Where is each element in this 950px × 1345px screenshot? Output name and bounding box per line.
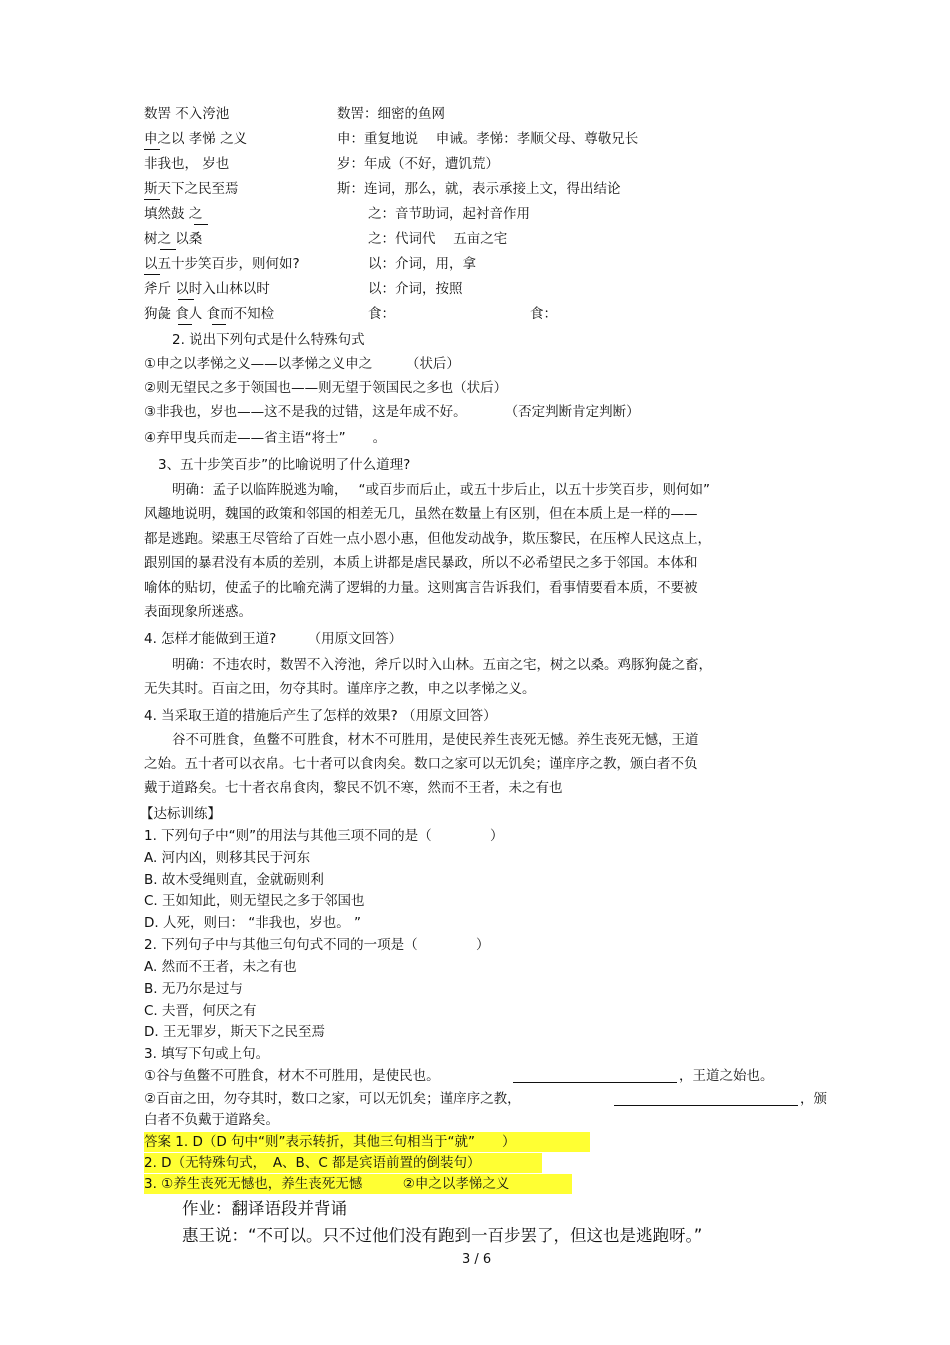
vocab-gloss: 岁：年成（不好，遭饥荒） bbox=[337, 156, 499, 172]
list-item: ①申之以孝悌之义——以孝悌之义申之 （状后） bbox=[144, 356, 460, 372]
list-item: ②则无望民之多于领国也——则无望于领国民之多也（状后） bbox=[144, 380, 508, 396]
paragraph-line: 戴于道路矣。七十者衣帛食肉，黎民不饥不寒，然而不王者，未之有也 bbox=[144, 780, 563, 796]
option-item: B. 无乃尔是过与 bbox=[144, 981, 243, 997]
question-title: 2. 下列句子中与其他三句句式不同的一项是（ ） bbox=[144, 937, 490, 953]
answer-line: 3. ①养生丧死无憾也，养生丧死无憾 ②申之以孝悌之义 bbox=[144, 1176, 510, 1192]
answer-line: 2. D（无特殊句式， A、B、C 都是宾语前置的倒装句） bbox=[144, 1155, 481, 1171]
underline-mark bbox=[144, 199, 160, 200]
vocab-gloss: 斯：连词，那么，就，表示承接上文，得出结论 bbox=[337, 181, 621, 197]
vocab-sentence: 数罟 不入洿池 bbox=[144, 106, 230, 122]
paragraph-line: 表面现象所迷惑。 bbox=[144, 604, 252, 620]
underline-mark bbox=[178, 299, 194, 300]
fill-blank[interactable] bbox=[614, 1105, 798, 1106]
paragraph-line: 谷不可胜食，鱼鳖不可胜食，材木不可胜用，是使民养生丧死无憾。养生丧死无憾，王道 bbox=[172, 732, 699, 748]
fill-line: 白者不负戴于道路矣。 bbox=[144, 1112, 279, 1128]
vocab-gloss: 之：音节助词，起衬音作用 bbox=[368, 206, 530, 222]
option-item: A. 河内凶，则移其民于河东 bbox=[144, 850, 311, 866]
vocab-sentence: 填然鼓 之 bbox=[144, 206, 203, 222]
question-title: 3. 填写下句或上句。 bbox=[144, 1046, 270, 1062]
fill-line: ①谷与鱼鳖不可胜食，材木不可胜用，是使民也。 bbox=[144, 1068, 440, 1084]
option-item: A. 然而不王者，未之有也 bbox=[144, 959, 297, 975]
fill-line-end: ，王道之始也。 bbox=[679, 1068, 774, 1084]
fill-line: ②百亩之田，勿夺其时，数口之家，可以无饥矣；谨庠序之教， bbox=[144, 1091, 521, 1107]
paragraph-line: 都是逃跑。梁惠王尽管给了百姓一点小恩小惠，但他发动战争，欺压黎民，在压榨人民这点上， bbox=[144, 531, 711, 547]
fill-blank[interactable] bbox=[513, 1082, 677, 1083]
vocab-sentence: 斧斤 以时入山林以时 bbox=[144, 281, 270, 297]
list-item: ③非我也，岁也——这不是我的过错，这是年成不好。 （否定判断肯定判断） bbox=[144, 404, 640, 420]
option-item: D. 王无罪岁，斯天下之民至焉 bbox=[144, 1024, 325, 1040]
vocab-sentence: 非我也， 岁也 bbox=[144, 156, 230, 172]
vocab-gloss: 以：介词，按照 bbox=[368, 281, 463, 297]
paragraph-line: 喻体的贴切，使孟子的比喻充满了逻辑的力量。这则寓言告诉我们，看事情要看本质，不要被 bbox=[144, 580, 698, 596]
underline-mark bbox=[194, 224, 208, 225]
answer-line: 答案 1. D（D 句中“则”表示转折，其他三句相当于“就” ） bbox=[144, 1134, 516, 1150]
underline-mark bbox=[144, 274, 160, 275]
section-header: 【达标训练】 bbox=[140, 806, 221, 822]
option-item: B. 故木受绳则直，金就砺则利 bbox=[144, 872, 324, 888]
option-item: C. 夫晋，何厌之有 bbox=[144, 1003, 257, 1019]
question-title: 3、五十步笑百步”的比喻说明了什么道理? bbox=[158, 457, 411, 473]
paragraph-line: 跟别国的暴君没有本质的差别，本质上讲都是虐民暴政，所以不必希望民之多于邻国。本体和 bbox=[144, 555, 698, 571]
fill-line-end: ，颁 bbox=[800, 1091, 827, 1107]
vocab-sentence: 申之以 孝悌 之义 bbox=[144, 131, 248, 147]
vocab-gloss: 食： bbox=[368, 306, 395, 322]
vocab-gloss-2: 食： bbox=[530, 306, 557, 322]
translation-line: 惠王说：“不可以。只不过他们没有跑到一百步罢了，但这也是逃跑呀。” bbox=[182, 1226, 703, 1245]
option-item: D. 人死，则曰： “非我也，岁也。 ” bbox=[144, 915, 362, 931]
vocab-gloss: 申：重复地说 申诫。孝悌：孝顺父母、尊敬兄长 bbox=[337, 131, 639, 147]
underline-mark bbox=[160, 249, 176, 250]
question-title: 4. 当采取王道的措施后产生了怎样的效果? （用原文回答） bbox=[144, 708, 497, 724]
vocab-gloss: 数罟：细密的鱼网 bbox=[337, 106, 445, 122]
vocab-gloss: 之：代词代 五亩之宅 bbox=[368, 231, 508, 247]
homework-line: 作业：翻译语段并背诵 bbox=[182, 1199, 347, 1218]
list-item: ④弃甲曳兵而走——省主语“将士” 。 bbox=[144, 430, 387, 446]
vocab-gloss: 以：介词，用，拿 bbox=[368, 256, 476, 272]
paragraph-line: 之始。五十者可以衣帛。七十者可以食肉矣。数口之家可以无饥矣；谨庠序之教，颁白者不负 bbox=[144, 756, 698, 772]
underline-mark bbox=[212, 324, 226, 325]
underline-mark bbox=[178, 324, 192, 325]
vocab-sentence: 树之 以桑 bbox=[144, 231, 203, 247]
paragraph-line: 风趣地说明，魏国的政策和邻国的相差无几，虽然在数量上有区别，但在本质上是一样的—— bbox=[144, 506, 698, 522]
vocab-sentence: 斯天下之民至焉 bbox=[144, 181, 239, 197]
page-number: 3 / 6 bbox=[462, 1252, 492, 1267]
vocab-sentence: 以五十步笑百步，则何如? bbox=[144, 256, 300, 272]
vocab-sentence: 狗彘 食人 食而不知检 bbox=[144, 306, 275, 322]
paragraph-line: 无失其时。百亩之田，勿夺其时。谨庠序之教，申之以孝悌之义。 bbox=[144, 681, 536, 697]
question-title: 2. 说出下列句式是什么特殊句式 bbox=[172, 332, 365, 348]
question-title: 4. 怎样才能做到王道? （用原文回答） bbox=[144, 631, 403, 647]
underline-mark bbox=[144, 149, 160, 150]
paragraph-line: 明确：孟子以临阵脱逃为喻， “或百步而后止，或五十步后止，以五十步笑百步，则何如” bbox=[172, 482, 711, 498]
paragraph-line: 明确：不违农时，数罟不入洿池，斧斤以时入山林。五亩之宅，树之以桑。鸡豚狗彘之畜， bbox=[172, 657, 712, 673]
option-item: C. 王如知此，则无望民之多于邻国也 bbox=[144, 893, 365, 909]
question-title: 1. 下列句子中“则”的用法与其他三项不同的是（ ） bbox=[144, 828, 504, 844]
